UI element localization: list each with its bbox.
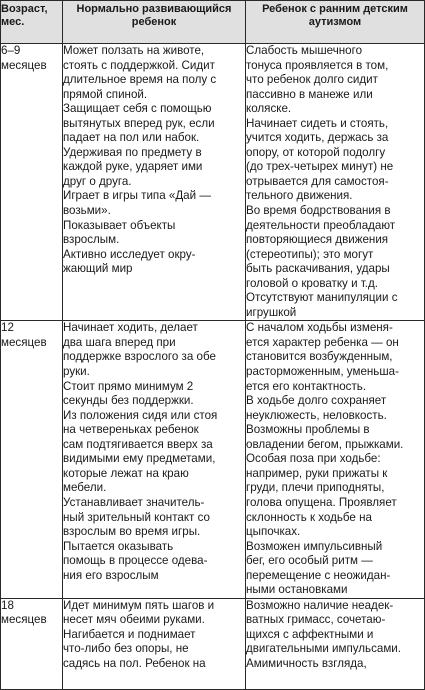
text-line: сам подтягивается вверх за [63,437,213,451]
text-line: щихся с аффектными и [246,627,374,641]
normal-child-cell [63,321,246,598]
text-line: ватных гримасс, сочетаю- [246,613,386,627]
text-line: отрывается для самостоя- [246,174,389,188]
header-autism-child [246,1,425,44]
text-line: Амимичность взгляда, [246,656,367,670]
text-line: (до трех-четырех минут) не [246,160,394,174]
text-line: Во время бодрствования в [246,204,391,218]
text-line: взрослым во время игры. [63,525,201,539]
header-autism-line: аутизмом [308,16,362,28]
text-line: месяцев [1,613,47,627]
text-line: возьми». [63,204,111,218]
text-line: В ходьбе долго сохраняет [246,394,387,408]
text-line: жающий мир [63,262,133,276]
text-line: ется его контактность. [246,379,367,393]
header-normal-line: Нормально развивающийся [76,3,232,15]
text-line: становится возбужденным, [246,350,393,364]
text-line: помощь в процессе одева- [63,554,208,568]
text-line: С началом ходьбы изменя- [246,321,393,335]
text-line: бег, его особый ритм — [246,554,373,568]
autism-child-cell [246,321,425,598]
text-line: руки. [63,365,90,379]
text-line: ется характер ребенка — он [246,335,399,349]
age-cell [1,598,63,689]
text-line: Защищает себя с помощью [63,102,212,116]
text-line: вытянутых вперед рук, если [63,116,215,130]
text-line: Из положения сидя или стоя [63,408,218,422]
text-line: несет мяч обеими руками. [63,613,205,627]
text-line: 6–9 [1,44,21,57]
text-line: Отсутствуют манипуляции с [246,291,398,305]
text-line: быть раскачивания, удары [246,262,390,276]
text-line: Может ползать на животе, [63,44,205,57]
text-line: Показывает объекты [63,218,176,232]
text-line: ный зрительный контакт со [63,510,210,524]
text-line: двигательными импульсами. [246,642,402,656]
text-line: 18 [1,598,14,612]
text-line: Удерживая по предмету в [63,145,202,159]
text-line: друг о друга. [63,174,132,188]
header-row [1,1,425,44]
normal-child-cell [63,44,246,321]
text-line: Пытается оказывать [63,539,174,553]
age-cell [1,321,63,598]
text-line: стоять с поддержкой. Сидит [63,58,215,72]
header-age-line: мес. [1,16,25,28]
text-line: два шага вперед при [63,335,176,349]
text-line: Особая поза при ходьбе: [246,452,381,466]
age-cell [1,44,63,321]
text-line: коляске. [246,102,292,116]
header-autism-line: Ребенок с ранним детским [262,3,408,15]
text-line: (стереотипы); это могут [246,247,374,261]
header-normal-line: ребенок [131,16,177,28]
text-line: овладении бегом, прыжками. [246,437,404,451]
text-line: мебели. [63,481,107,495]
text-line: Начинает сидеть и стоять, [246,116,389,130]
text-line: ными остановками [246,583,348,597]
table-row [1,44,425,321]
text-line: Устанавливает значитель- [63,495,205,509]
text-line: Играет в игры типа «Дай — [63,189,211,203]
text-line: учится ходить, держась за [246,131,389,145]
text-line: что-либо без опоры, не [63,642,189,656]
text-line: видимыми ему предметами, [63,452,216,466]
text-line: длительное время на полу с [63,73,217,87]
text-line: Возможно наличие неадек- [246,598,394,612]
text-line: Возможен импульсивный [246,539,383,553]
text-line: пассивно в манеже или [246,87,373,101]
text-line: деятельности преобладают [246,218,396,232]
text-line: Возможны проблемы в [246,423,370,437]
text-line: голова опущена. Проявляет [246,495,397,509]
text-line: Активно исследует окру- [63,247,196,261]
text-line: на четвереньках ребенок [63,423,199,437]
table-row [1,598,425,689]
autism-child-cell [246,44,425,321]
header-age-line: Возраст, [1,3,48,15]
text-line: игрушкой [246,305,297,319]
text-line: падает на пол или набок. [63,131,200,145]
text-line: неуклюжесть, неловкость. [246,408,387,422]
header-normal-child [63,1,246,44]
text-line: прямой спиной. [63,87,148,101]
text-line: опору, от которой подолгу [246,145,386,159]
text-line: поддержке взрослого за обе [63,350,216,364]
text-line: Слабость мышечного [246,44,363,57]
header-age [1,1,63,44]
text-line: груди, плечи приподняты, [246,481,385,495]
text-line: ния его взрослым [63,568,159,582]
text-line: Начинает ходить, делает [63,321,198,335]
text-line: каждой руке, ударяет ими [63,160,203,174]
text-line: Идет минимум пять шагов и [63,598,215,612]
text-line: взрослым. [63,233,120,247]
text-line: повторяющиеся движения [246,233,389,247]
text-line: 12 [1,321,14,335]
text-line: перемещение с неожидан- [246,568,391,582]
autism-child-cell [246,598,425,689]
text-line: садясь на пол. Ребенок на [63,656,206,670]
text-line: тонуса проявляется в том, [246,58,389,72]
table-row [1,321,425,598]
text-line: Стоит прямо минимум 2 [63,379,194,393]
text-line: головой о кроватку и т.д. [246,276,379,290]
normal-child-cell [63,598,246,689]
text-line: месяцев [1,58,47,72]
text-line: которые лежат на краю [63,466,189,480]
text-line: секунды без поддержки. [63,394,194,408]
text-line: месяцев [1,335,47,349]
text-line: склонность к ходьбе на [246,510,372,524]
text-line: цыпочках. [246,525,301,539]
text-line: что ребенок долго сидит [246,73,378,87]
text-line: например, руки прижаты к [246,466,388,480]
text-line: расторможенным, уменьша- [246,365,399,379]
text-line: Нагибается и поднимает [63,627,196,641]
text-line: тельного движения. [246,189,353,203]
